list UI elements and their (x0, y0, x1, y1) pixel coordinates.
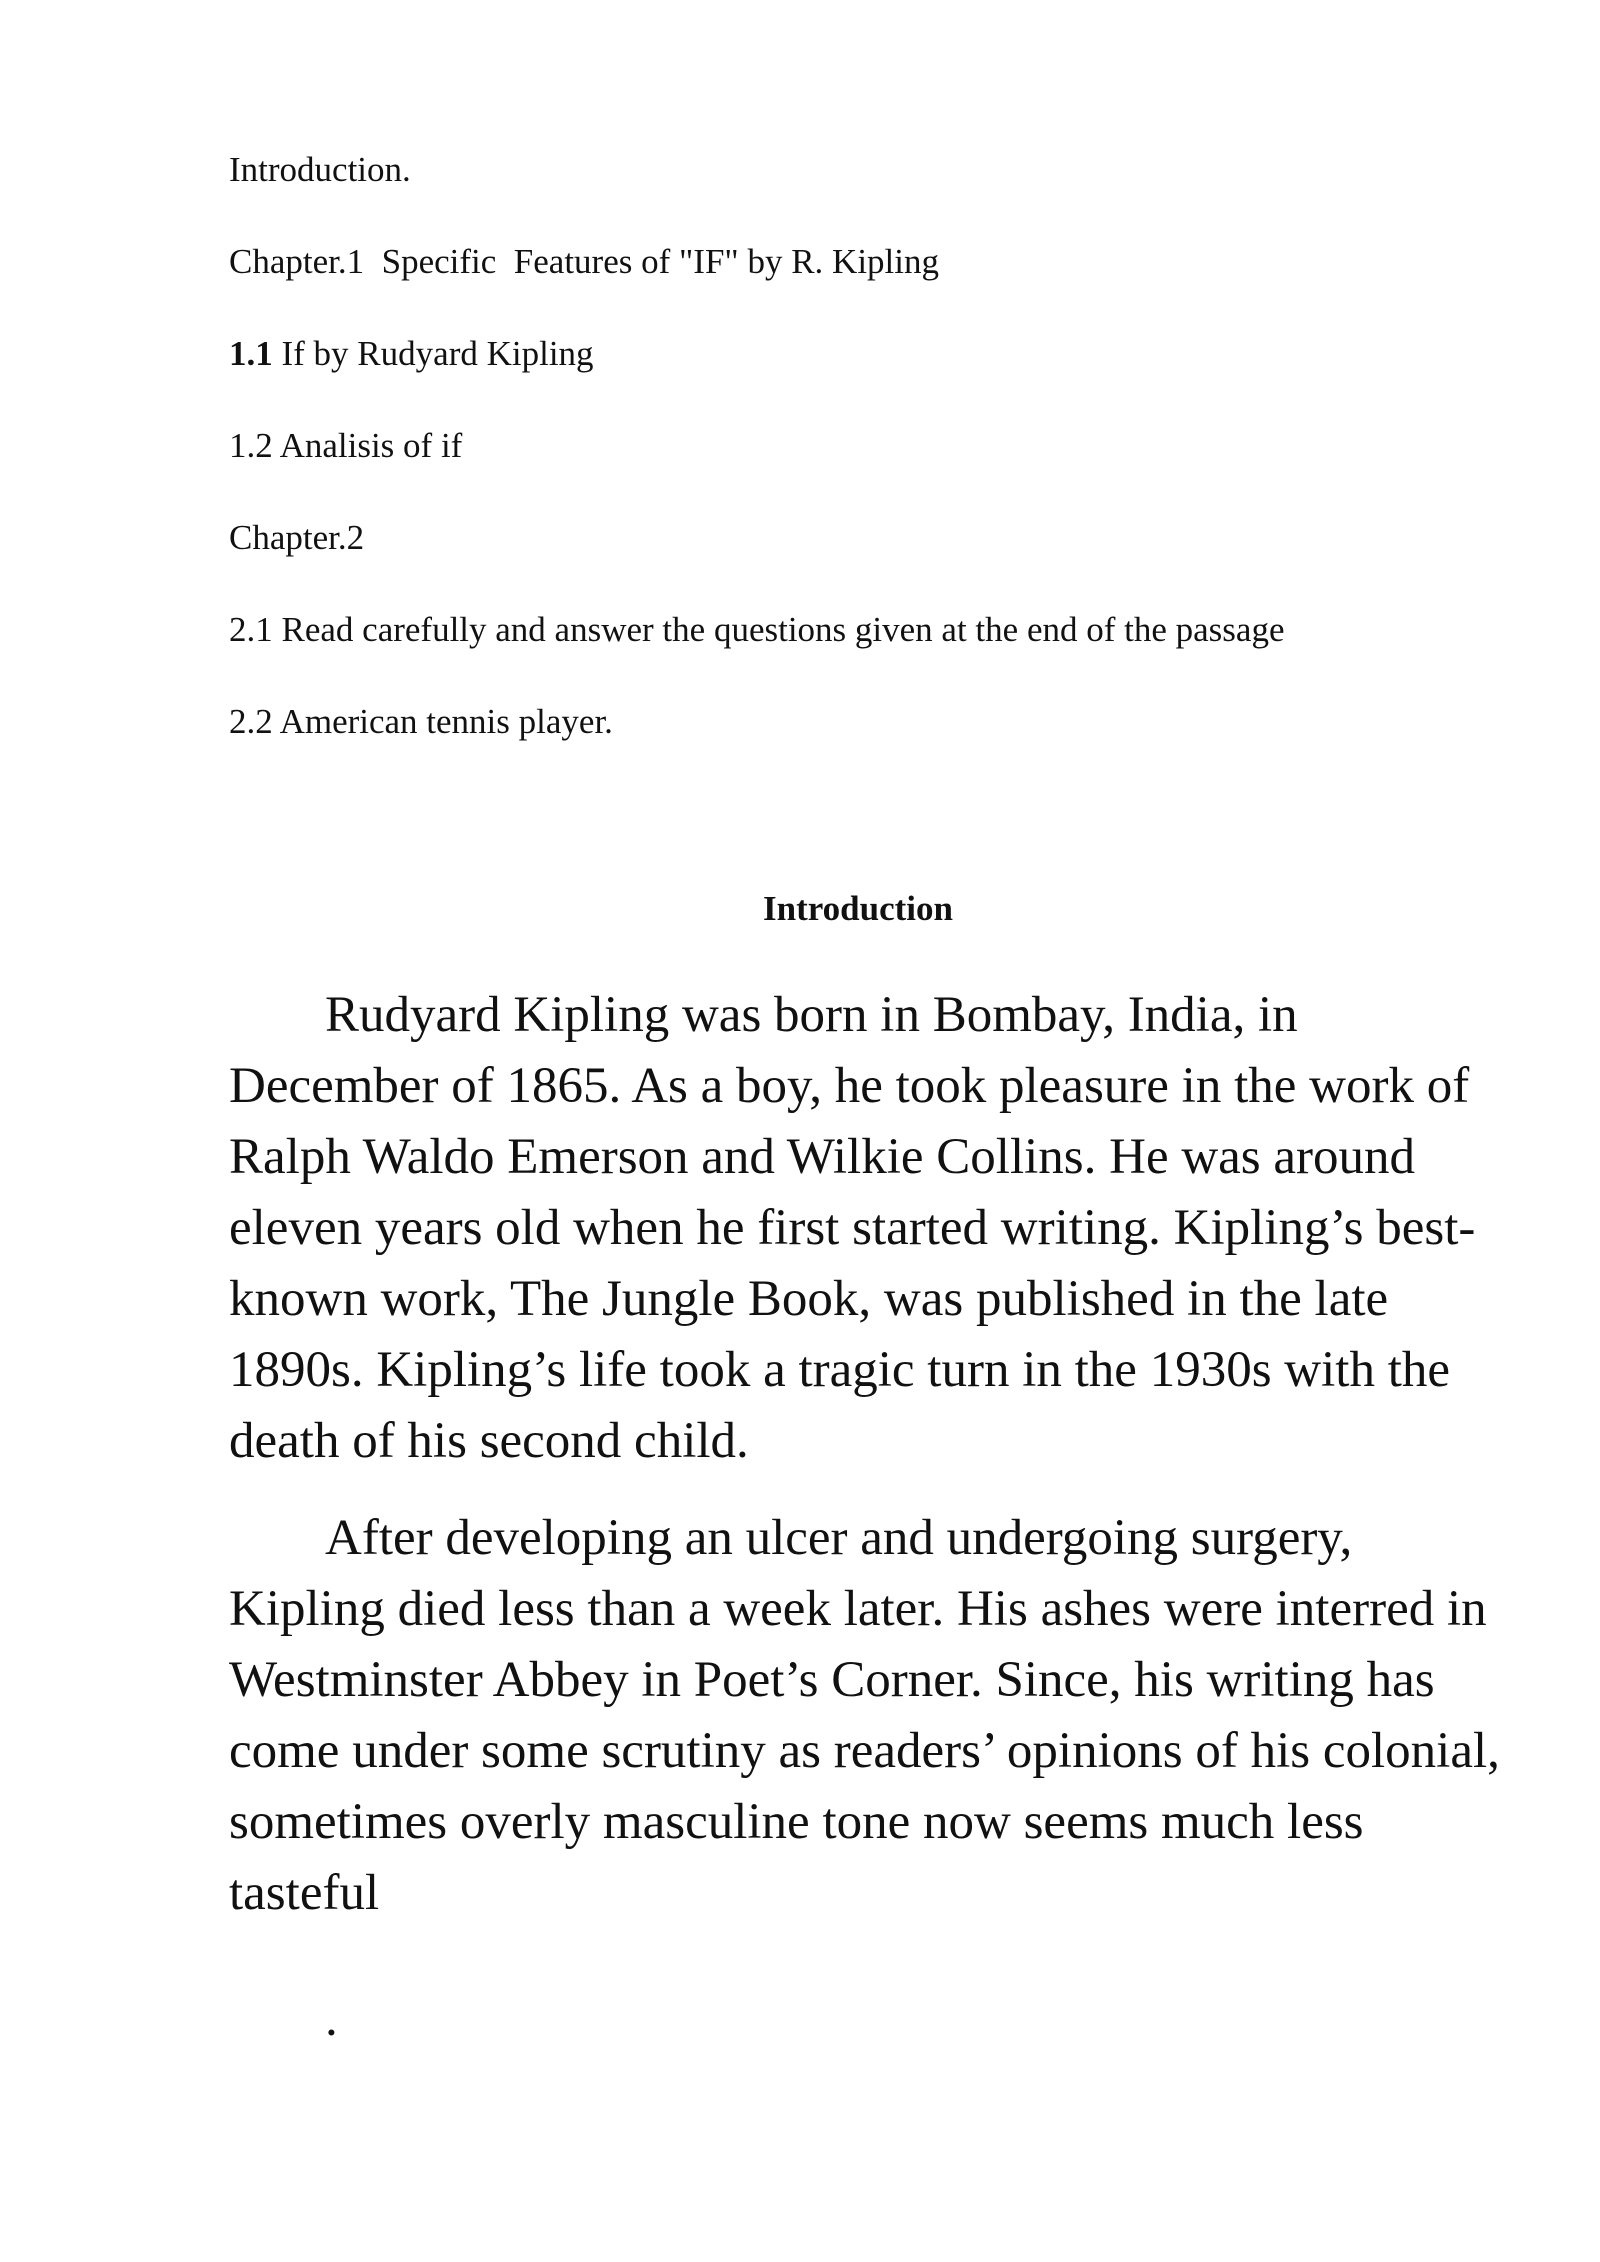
toc-item-2-1 (229, 610, 1479, 650)
toc-item-introduction (229, 150, 1479, 190)
toc-item-1-2 (229, 426, 1479, 466)
toc-item-text: 2.2 American tennis player. (229, 702, 613, 741)
introduction-body (229, 980, 1509, 2100)
toc-item-text: 2.1 Read carefully and answer the questions given at the end of the passage (229, 610, 1285, 649)
toc-item-2-2 (229, 702, 1479, 742)
toc-item-text: Chapter.2 (229, 518, 365, 557)
toc-item-number: 1.1 (229, 334, 273, 373)
toc-item-chapter-1 (229, 242, 1479, 282)
toc-item-text: 1.2 Analisis of if (229, 426, 463, 465)
toc-item-1-1 (229, 334, 1479, 374)
toc-item-chapter-2 (229, 518, 1479, 558)
trailing-period: . (325, 1991, 338, 2047)
body-paragraph: After developing an ulcer and undergoing surgery, Kipling died less than a week later. His ashes were interred in Westminster Abbey in Poet’s Corner. Since, his writing has come under some scrutiny as readers’ opinions of his colonial, sometimes overly masculine tone now seems much less tasteful (229, 1510, 1500, 1921)
body-paragraph: Rudyard Kipling was born in Bombay, India, in December of 1865. As a boy, he took pleasure in the work of Ralph Waldo Emerson and Wilkie Collins. He was around eleven years old when he first started writing. Kipling’s best-known work, The Jungle Book, was published in the late 1890s. Kipling’s life took a tragic turn in the 1930s with the death of his second child. (229, 987, 1476, 1469)
section-heading: Introduction (763, 889, 953, 928)
table-of-contents (229, 150, 1479, 794)
toc-item-text: Chapter.1 Specific Features of "IF" by R. Kipling (229, 242, 939, 281)
toc-item-text: If by Rudyard Kipling (272, 334, 594, 373)
toc-item-text: Introduction. (229, 150, 411, 189)
